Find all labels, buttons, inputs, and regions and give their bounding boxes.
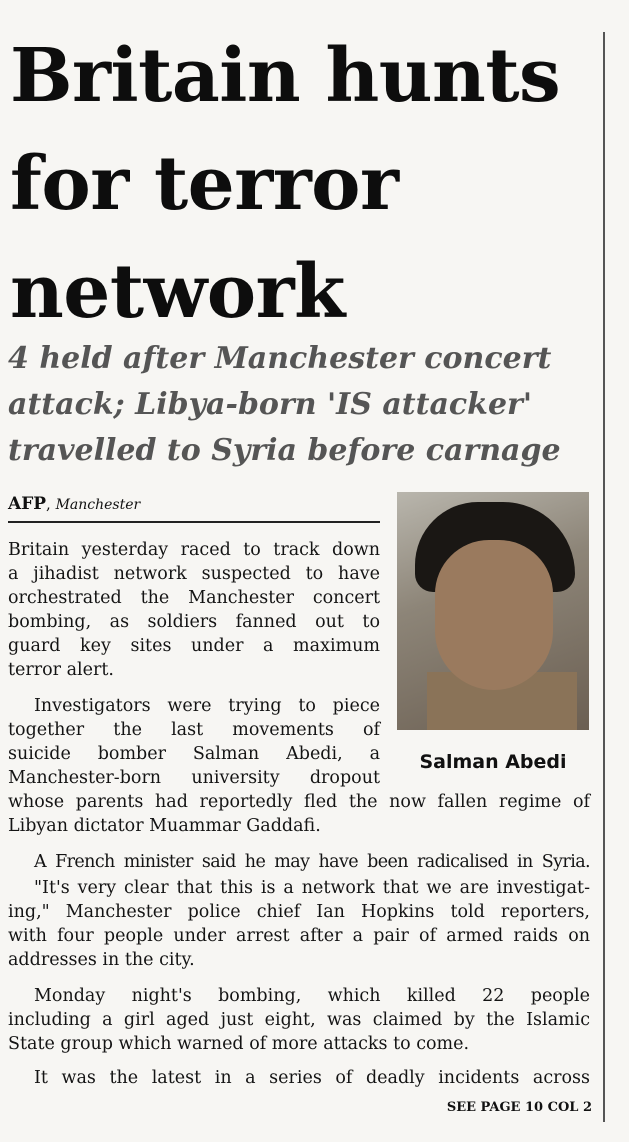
headline-line: Britain hunts xyxy=(10,33,561,119)
photo-caption: Salman Abedi xyxy=(419,751,567,773)
body-line: with four people under arrest after a pair of armed raids on xyxy=(8,926,590,946)
body-line: Manchester-born university dropout xyxy=(8,768,380,788)
byline: AFP, Manchester xyxy=(8,494,141,514)
body-line: bombing, as soldiers fanned out to xyxy=(8,612,380,632)
headline-line: for terror xyxy=(10,141,399,227)
subhead-line: 4 held after Manchester concert xyxy=(8,341,552,376)
headline xyxy=(10,22,605,346)
body-line: State group which warned of more attacks to come. xyxy=(8,1034,470,1054)
subheadline xyxy=(8,336,603,474)
body-line: addresses in the city. xyxy=(8,950,195,970)
suspect-photo xyxy=(397,492,589,730)
body-line: a jihadist network suspected to have xyxy=(8,564,380,584)
byline-place: Manchester xyxy=(55,497,141,513)
body-line: whose parents had reportedly fled the now fallen regime of xyxy=(8,792,590,812)
headline-line: network xyxy=(10,249,345,335)
body-line: A French minister said he may have been radicalised in Syria. xyxy=(34,852,590,872)
body-line: ing," Manchester police chief Ian Hopkins told reporters, xyxy=(8,902,590,922)
body-line: terror alert. xyxy=(8,660,114,680)
body-line: Libyan dictator Muammar Gaddafi. xyxy=(8,816,321,836)
subhead-line: attack; Libya-born 'IS attacker' xyxy=(8,387,533,422)
body-line: including a girl aged just eight, was claimed by the Islamic xyxy=(8,1010,590,1030)
byline-rule xyxy=(8,521,380,523)
continuation-note: SEE PAGE 10 COL 2 xyxy=(446,1100,592,1115)
byline-agency: AFP xyxy=(8,494,47,514)
body-line: Britain yesterday raced to track down xyxy=(8,540,380,560)
body-line: Monday night's bombing, which killed 22 people xyxy=(34,986,590,1006)
body-line: orchestrated the Manchester concert xyxy=(8,588,380,608)
body-line: suicide bomber Salman Abedi, a xyxy=(8,744,380,764)
body-line: together the last movements of xyxy=(8,720,380,740)
body-line: It was the latest in a series of deadly incidents across xyxy=(34,1068,590,1088)
body-line: guard key sites under a maximum xyxy=(8,636,380,656)
body-line: Investigators were trying to piece xyxy=(34,696,380,716)
subhead-line: travelled to Syria before carnage xyxy=(8,433,561,468)
body-line: "It's very clear that this is a network that we are investigat- xyxy=(34,878,590,898)
